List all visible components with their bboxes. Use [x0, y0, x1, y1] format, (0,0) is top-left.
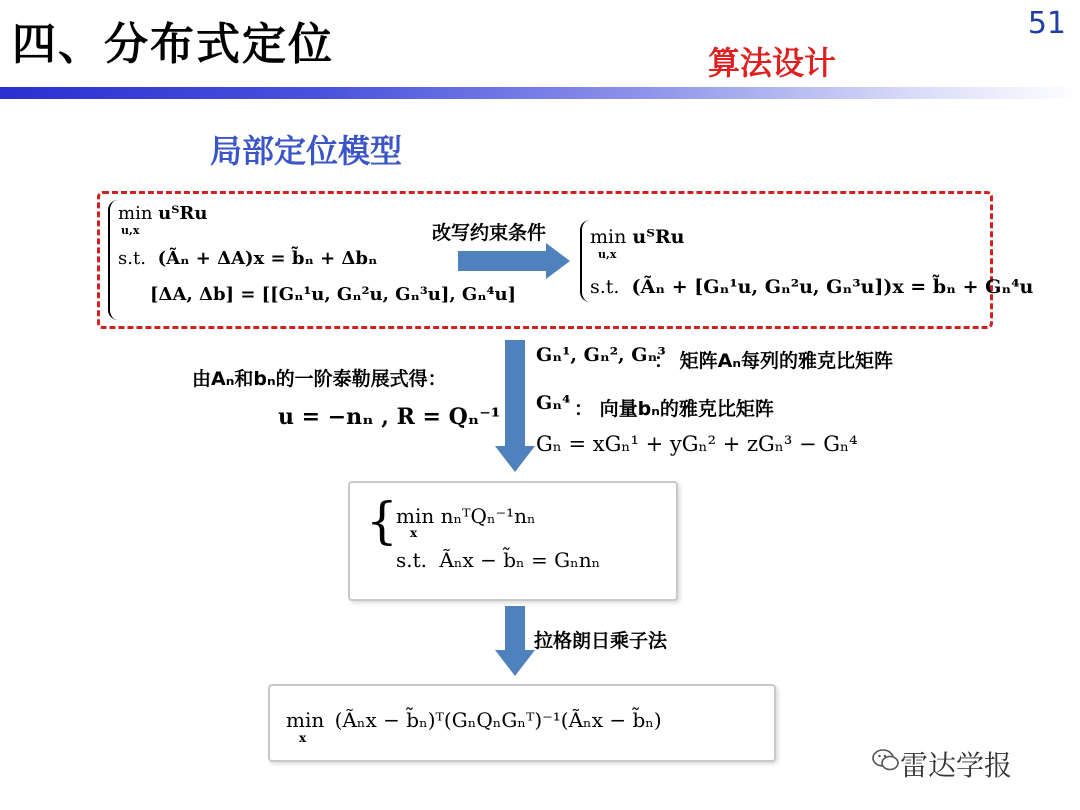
left-brace	[108, 200, 118, 320]
right-constraint	[590, 276, 1033, 298]
wechat-icon	[872, 748, 900, 772]
page-number: 51	[1027, 6, 1066, 41]
jacobian-1-symbols: Gₙ¹, Gₙ², Gₙ³	[536, 344, 666, 366]
box2-min-sub: x	[410, 526, 418, 540]
left-constraint-2: [ΔA, Δb] = [[Gₙ¹u, Gₙ²u, Gₙ³u], Gₙ⁴u]	[150, 284, 517, 305]
left-min-op: min	[118, 203, 153, 224]
box2-constraint: Ãₙx − b̃ₙ = Gₙnₙ	[439, 548, 601, 572]
box3-expression-line	[286, 708, 662, 732]
box2-brace: {	[366, 492, 398, 550]
lagrange-label: 拉格朗日乘子法	[534, 630, 668, 652]
box2-constraint-line	[396, 548, 600, 572]
jacobian-1-text: ： 矩阵Aₙ每列的雅克比矩阵	[654, 350, 893, 372]
box2-objective: nₙᵀQₙ⁻¹nₙ	[440, 504, 536, 528]
box3-min: min	[286, 708, 325, 732]
left-c1: (Ãₙ + ΔA)x = b̃ₙ + Δbₙ	[157, 248, 378, 269]
left-st: s.t.	[118, 248, 146, 269]
subtitle: 局部定位模型	[210, 132, 403, 170]
section-label: 算法设计	[708, 44, 837, 82]
right-objective: uᵀRu	[632, 226, 685, 248]
left-objective: uᵀRu	[158, 203, 208, 224]
taylor-label: 由Aₙ和bₙ的一阶泰勒展式得：	[192, 368, 447, 390]
jacobian-2-text: ： 向量bₙ的雅克比矩阵	[574, 398, 774, 420]
right-min-op: min	[590, 226, 627, 248]
down-arrow-2-shaft	[505, 606, 525, 652]
right-brace	[580, 220, 590, 302]
down-arrow-1-icon	[495, 446, 535, 472]
right-min-sub: u,x	[598, 248, 617, 261]
taylor-formula: u = −nₙ , R = Qₙ⁻¹	[278, 404, 501, 430]
left-min-sub: u,x	[121, 224, 140, 237]
down-arrow-2-icon	[495, 650, 535, 676]
rewrite-label: 改写约束条件	[432, 222, 547, 244]
right-arrow-icon	[546, 243, 570, 279]
box3-min-sub: x	[299, 731, 307, 745]
box3-expression: (Ãₙx − b̃ₙ)ᵀ(GₙQₙGₙᵀ)⁻¹(Ãₙx − b̃ₙ)	[334, 708, 662, 732]
title-bar	[0, 87, 1080, 99]
box2-min: min	[396, 504, 435, 528]
jacobian-2-symbol: Gₙ⁴	[536, 392, 571, 414]
right-arrow-shaft	[458, 251, 548, 271]
box2-objective-line	[396, 504, 536, 528]
box2-st: s.t.	[396, 548, 428, 572]
left-constraint-1	[118, 248, 377, 269]
right-st: s.t.	[590, 276, 620, 298]
left-min	[118, 203, 207, 224]
right-min	[590, 226, 684, 248]
right-c1: (Ãₙ + [Gₙ¹u, Gₙ²u, Gₙ³u])x = b̃ₙ + Gₙ⁴u	[631, 276, 1034, 298]
down-arrow-1-shaft	[505, 340, 525, 446]
jacobian-3-formula: Gₙ = xGₙ¹ + yGₙ² + zGₙ³ − Gₙ⁴	[536, 432, 858, 456]
watermark-text: 雷达学报	[900, 749, 1013, 782]
page-title: 四、分布式定位	[12, 19, 334, 70]
